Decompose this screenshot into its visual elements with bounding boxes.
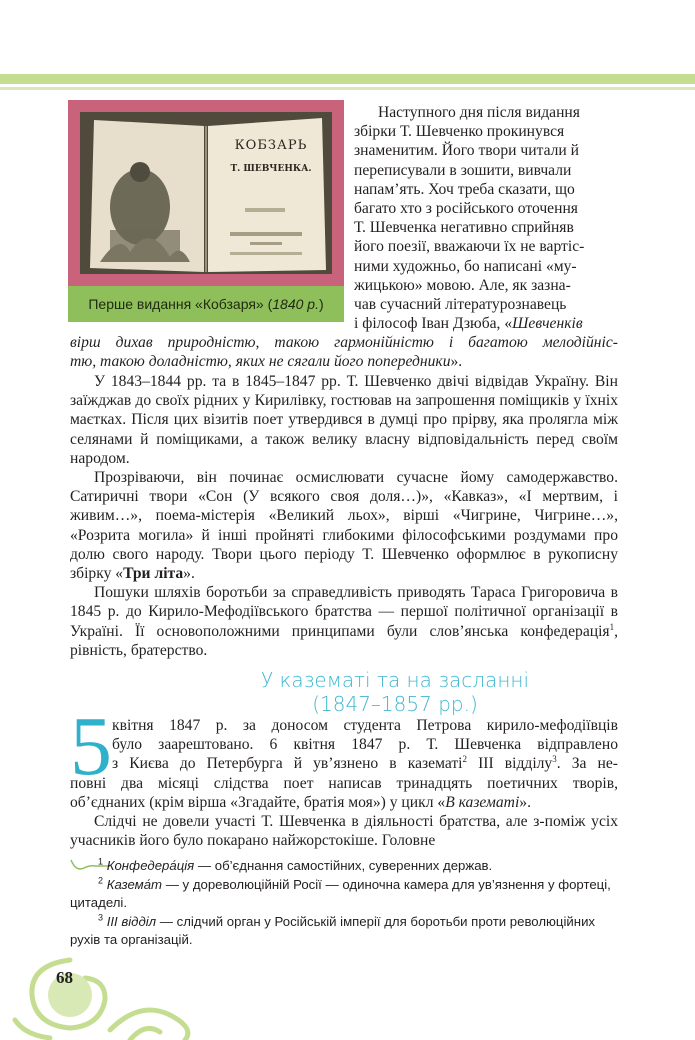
paragraph-text: ».	[183, 565, 195, 583]
paragraph-investigation: Слідчі не довели участі Т. Шевченка в діяльності братства, але з-поміж усіх учасників його було покарано найжорстокіше. Головне	[70, 813, 618, 850]
paragraph-brotherhood	[70, 583, 618, 660]
footnote-2	[70, 876, 620, 913]
intro-line: жицькою» мовою. Але, як зазна-	[354, 276, 571, 294]
intro-paragraph	[354, 103, 618, 333]
footnote-ref[interactable]: 1	[609, 621, 615, 632]
footnote-number: 3	[98, 912, 104, 923]
intro-line: його поезії, вважаючи їх не вартіс-	[354, 238, 585, 256]
quote-text: вірш дихав природністю, такою гармонійністю і багатою мелодійніс-	[70, 334, 618, 351]
paragraph-text: , рівність, братерство.	[70, 622, 618, 659]
arrest-line: повні два місяці слідства поет написав тринадцять поетичних творів,	[70, 774, 618, 792]
paragraph-visits: У 1843–1844 рр. та в 1845–1847 рр. Т. Шевченко двічі відвідав Україну. Він заїжджав до своїх рідних у Кирилівку, гостював на запрошення поміщиків у їхніх маєтках. Після цих візитів поет утвердився в думці про прірву, яка пролягла між селянами й поміщиками, а також велику власну відповідальність перед своїм народом.	[70, 373, 618, 467]
arrest-text: ІІІ відділу	[467, 755, 553, 773]
arrest-line: квітня 1847 р. за доносом студента Петрова кирило-мефодіївців	[112, 717, 618, 734]
arrest-line	[112, 754, 618, 773]
intro-line: чав сучасний літературознавець	[354, 296, 567, 314]
footnote-term: Казема́т	[106, 876, 163, 892]
arrest-line	[70, 793, 618, 812]
footnote-text: — об’єднання самостійних, суверенних держав.	[194, 858, 493, 873]
book-title: КОБЗАРЬ	[234, 138, 308, 153]
footnote-term: ІІІ відділ	[106, 913, 157, 929]
footnote-text: — слідчий орган у Російській імперії для боротьби проти революційних рухів та організацій.	[70, 913, 596, 947]
section-title: У казематі та на засланні	[260, 668, 530, 692]
header-stripe	[0, 74, 695, 84]
footnote-number: 2	[98, 875, 104, 886]
intro-line: збірки Т. Шевченко прокинувся	[354, 123, 565, 141]
body-text	[70, 372, 618, 660]
footnote-number: 1	[98, 856, 104, 867]
arrest-text: з Києва до Петербурга й ув’язнено в казематі	[112, 755, 463, 773]
section-heading	[195, 668, 595, 716]
caption-text: Перше видання «Кобзаря» (	[88, 296, 273, 312]
intro-line: знаменитим. Його твори читали й	[354, 142, 580, 160]
intro-line: багато хто з російського оточення	[354, 200, 578, 218]
kobzar-figure	[68, 100, 344, 322]
intro-text: і філософ Іван Дзюба, «	[354, 315, 513, 333]
quote-continuation	[70, 333, 618, 371]
paragraph-text: Прозріваючи, він починає осмислювати сучасне йому самодержавство. Сатиричні твори «Сон (У всякого своя доля…)», «Кавказ», «І мертвим, і живим…», поема-містерія «Великий льох», вірші «Чигрине, Чигрине…», «Розрита могила» й інші пройняті глибокими філософськими роздумами про долю свого народу. Твори цього періоду Т. Шевченко оформлює в рукописну збірку «	[70, 469, 618, 583]
quote-text: Шевченків	[512, 315, 583, 333]
footnotes	[70, 857, 620, 950]
paragraph-arrest	[112, 716, 618, 774]
paragraph-text: Пошуки шляхів боротьби за справедливість приводять Тараса Григоровича в 1845 р. до Кирило-Мефодіївського братства — першої політичної організації в Україні. Її основоположними принципами були слов’янська конфедерація	[70, 584, 618, 640]
footnote-text: — у дореволюційній Росії — одиночна камера для ув’язнення у фортеці, цитаделі.	[70, 876, 611, 910]
caption-close: )	[318, 296, 324, 312]
caption-year: 1840 р.	[272, 296, 319, 312]
intro-line: переписували в зошити, вивчали	[354, 161, 572, 179]
intro-line: Наступного дня після видання	[378, 104, 580, 121]
footnote-1	[70, 857, 620, 876]
header-stripe-thin	[0, 87, 695, 90]
swirl-ornament-icon	[10, 940, 220, 1040]
arrest-line: було заарештовано. 6 квітня 1847 р. Т. Шевченка відправлено	[112, 736, 618, 754]
collection-title: Три літа	[123, 565, 184, 583]
intro-line: Т. Шевченка негативно сприйняв	[354, 219, 574, 237]
cycle-title: В казематі	[445, 793, 520, 811]
footnote-ref[interactable]: 3	[552, 754, 557, 765]
quote-close: ».	[450, 353, 463, 371]
intro-line	[354, 314, 618, 333]
paragraph-satire	[70, 468, 618, 583]
footnote-ref[interactable]: 2	[462, 754, 468, 765]
kobzar-book-photo	[80, 112, 332, 274]
arrest-text: . За не-	[556, 755, 618, 773]
book-author: Т. ШЕВЧЕНКА.	[230, 164, 312, 174]
intro-line: напам’ять. Хоч треба сказати, що	[354, 180, 575, 198]
drop-cap: 5	[70, 700, 112, 793]
paragraph-arrest-cont	[70, 774, 618, 851]
arrest-text: об’єднаних (крім вірша «Згадайте, братія моя») у цикл «	[70, 793, 446, 811]
section-dates: (1847–1857 рр.)	[312, 692, 478, 716]
arrest-text: ».	[519, 793, 531, 811]
figure-caption	[68, 286, 344, 322]
page-number: 68	[56, 968, 73, 987]
quote-text: тю, такою доладністю, яких не сягали його попередники	[70, 353, 451, 371]
intro-line: ними художньо, бо написані «му-	[354, 257, 577, 275]
footnote-term: Конфедера́ція	[106, 858, 195, 873]
